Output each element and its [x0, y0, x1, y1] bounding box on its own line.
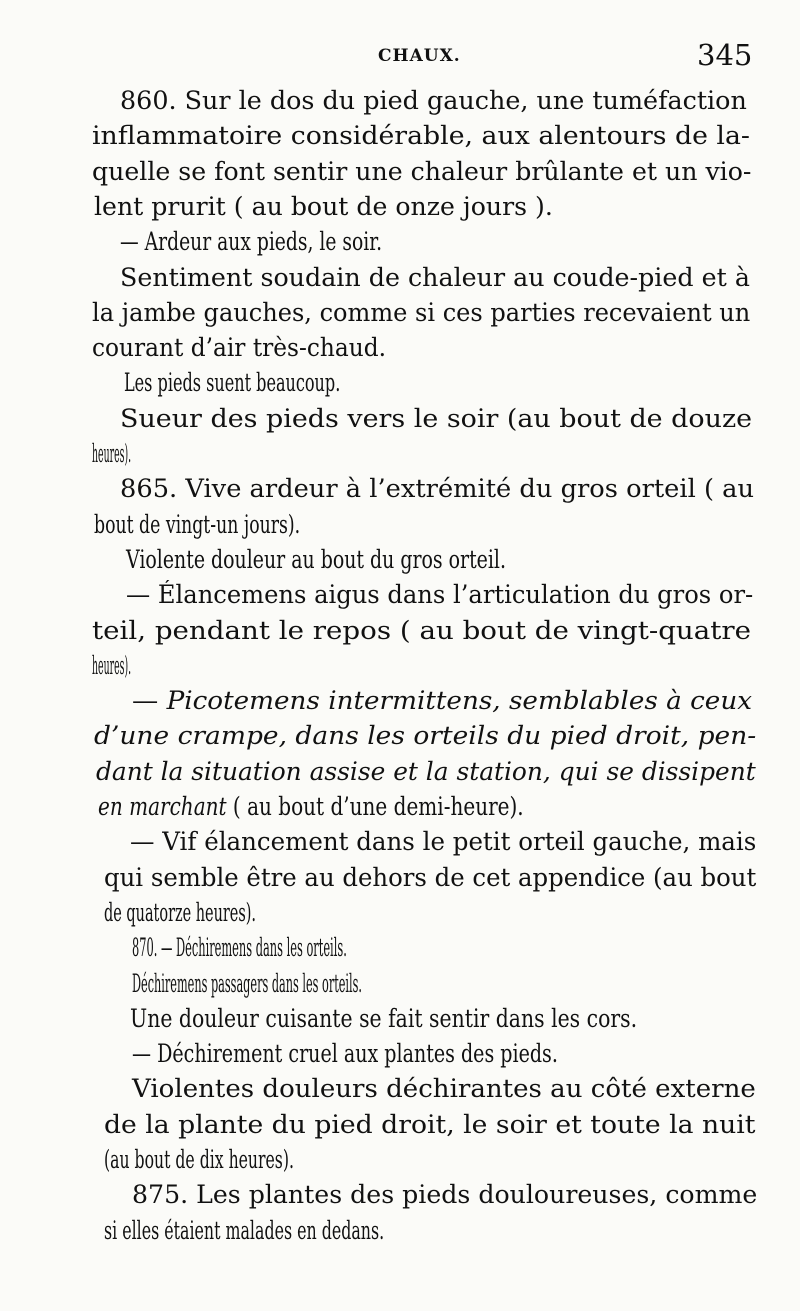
text-line — [104, 896, 256, 930]
text-segment: (au bout de dix heures). — [104, 1145, 294, 1174]
text-segment: ( au bout d’une demi-heure). — [226, 792, 524, 821]
text-line — [94, 190, 553, 224]
text-segment: heures). — [92, 650, 132, 680]
text-segment: la jambe gauches, comme si ces parties recevaient un — [92, 297, 751, 327]
text-line — [104, 861, 756, 895]
text-line — [92, 119, 750, 153]
text-segment: 875. Les plantes des pieds douloureuses, comme — [132, 1180, 758, 1210]
text-line — [94, 719, 756, 753]
text-segment: 860. Sur le dos du pied gauche, une tuméfaction — [120, 86, 747, 115]
text-segment: heures). — [92, 439, 132, 468]
text-line — [132, 1178, 757, 1212]
text-segment: Une douleur cuisante se fait sentir dans les cors. — [130, 1003, 638, 1033]
text-line — [124, 366, 340, 400]
text-line — [130, 825, 756, 859]
text-segment: courant d’air très-chaud. — [92, 333, 386, 363]
text-line — [92, 649, 131, 683]
text-line — [92, 437, 131, 471]
text-line — [94, 508, 300, 542]
text-line — [120, 225, 382, 259]
text-segment: — Élancemens aigus dans l’articulation du gros or- — [126, 580, 754, 610]
text-line — [130, 1002, 637, 1036]
text-line — [120, 472, 754, 506]
text-segment: inflammatoire considérable, aux alentours de la- — [92, 121, 750, 151]
text-segment: si elles étaient malades en dedans. — [104, 1215, 385, 1245]
text-line — [126, 578, 753, 612]
text-line — [132, 931, 347, 965]
running-title: CHAUX. — [378, 46, 461, 66]
text-line — [92, 296, 750, 330]
italic-text: en marchant — [98, 792, 227, 821]
text-segment: quelle se font sentir une chaleur brûlante et un vio- — [92, 156, 752, 186]
italic-text: Picotemens intermittens, semblables à ceux — [166, 686, 752, 716]
text-segment: bout de vingt-un jours). — [94, 509, 301, 539]
text-line — [96, 755, 756, 789]
text-line — [120, 402, 752, 436]
italic-text: d’une crampe, dans les orteils du pied droit, pen- — [94, 721, 757, 751]
page-header — [0, 38, 800, 78]
text-segment: Violente douleur au bout du gros orteil. — [126, 544, 507, 574]
text-line — [132, 1072, 756, 1106]
text-line — [92, 614, 751, 648]
text-segment: teil, pendant le repos ( au bout de vingt-quatre — [92, 615, 752, 645]
text-line — [132, 1037, 558, 1071]
page-number: 345 — [697, 38, 753, 72]
text-line — [98, 790, 524, 824]
text-segment: de la plante du pied droit, le soir et toute la nuit — [104, 1109, 756, 1139]
text-line — [126, 543, 506, 577]
text-line — [104, 1143, 294, 1177]
text-segment: Déchiremens passagers dans les orteils. — [132, 968, 363, 998]
text-line — [132, 967, 362, 1001]
text-segment: — — [132, 686, 167, 716]
text-segment: 865. Vive ardeur à l’extrémité du gros orteil ( au — [120, 474, 755, 504]
text-segment: — Ardeur aux pieds, le soir. — [120, 227, 383, 257]
text-segment: 870. — Déchiremens dans les orteils. — [132, 933, 347, 963]
text-line — [104, 1108, 755, 1142]
text-line — [132, 684, 752, 718]
text-line — [92, 331, 386, 365]
italic-text: dant la situation assise et la station, qui se dissipent — [96, 756, 756, 786]
text-segment: Violentes douleurs déchirantes au côté externe — [132, 1074, 756, 1104]
text-segment: Sueur des pieds vers le soir (au bout de douze — [120, 403, 753, 433]
text-segment: Les pieds suent beaucoup. — [124, 368, 341, 398]
text-segment: lent prurit ( au bout de onze jours ). — [94, 191, 553, 221]
text-segment: Sentiment soudain de chaleur au coude-pied et à — [120, 262, 750, 292]
text-segment: de quatorze heures). — [104, 897, 256, 927]
text-line — [120, 261, 750, 295]
text-segment: — Vif élancement dans le petit orteil gauche, mais — [130, 827, 757, 857]
text-line — [104, 1214, 384, 1248]
text-segment: — Déchirement cruel aux plantes des pieds. — [132, 1039, 558, 1069]
text-line — [92, 155, 751, 189]
text-line — [120, 84, 747, 118]
text-segment: qui semble être au dehors de cet appendice (au bout — [104, 862, 757, 892]
